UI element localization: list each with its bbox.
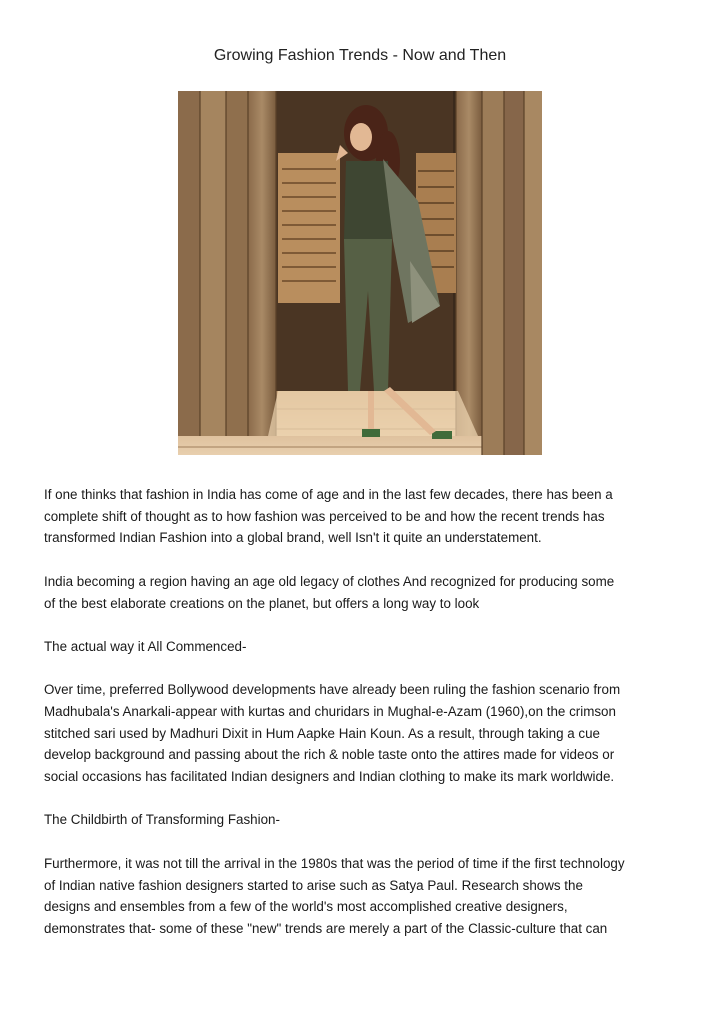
text-line: The Childbirth of Transforming Fashion-	[44, 812, 280, 828]
text-line: If one thinks that fashion in India has come of age and in the last few decades, there has been a	[44, 487, 613, 502]
text-line: transformed Indian Fashion into a global brand, well Isn't it quite an understatement.	[44, 530, 542, 546]
text-line: social occasions has facilitated Indian designers and Indian clothing to make its mark worldwide.	[44, 769, 615, 785]
page-title: Growing Fashion Trends - Now and Then	[213, 47, 507, 64]
paragraph-bollywood	[44, 679, 684, 788]
fashion-photo	[178, 91, 542, 455]
section-heading-childbirth	[44, 809, 684, 831]
text-line: Furthermore, it was not till the arrival in the 1980s that was the period of time if the first technology	[44, 855, 625, 871]
text-line: complete shift of thought as to how fashion was perceived to be and how the recent trends has	[44, 508, 605, 524]
paragraph-intro	[44, 484, 684, 549]
text-line: The actual way it All Commenced-	[44, 638, 247, 654]
text-line: India becoming a region having an age old legacy of clothes And recognized for producing some	[44, 573, 615, 589]
text-line: designs and ensembles from a few of the world's most accomplished creative designers,	[44, 899, 568, 915]
text-line: of the best elaborate creations on the planet, but offers a long way to look	[44, 595, 480, 611]
text-line: develop background and passing about the rich & noble taste onto the attires made for videos or	[44, 747, 615, 763]
section-heading-commenced	[44, 636, 684, 658]
text-line: Over time, preferred Bollywood developments have already been ruling the fashion scenario from	[44, 682, 621, 698]
text-line: demonstrates that- some of these "new" trends are merely a part of the Classic-culture that can	[44, 920, 608, 936]
fashion-photo-illustration	[178, 91, 542, 455]
text-line: of Indian native fashion designers started to arise such as Satya Paul. Research shows the	[44, 877, 583, 893]
text-line: Madhubala's Anarkali-appear with kurtas and churidars in Mughal-e-Azam (1960),on the crimson	[44, 703, 616, 719]
text-line: stitched sari used by Madhuri Dixit in Hum Aapke Hain Koun. As a result, through taking a cue	[44, 725, 601, 741]
paragraph-legacy	[44, 571, 684, 614]
paragraph-1980s	[44, 853, 684, 940]
article-body	[44, 484, 684, 961]
